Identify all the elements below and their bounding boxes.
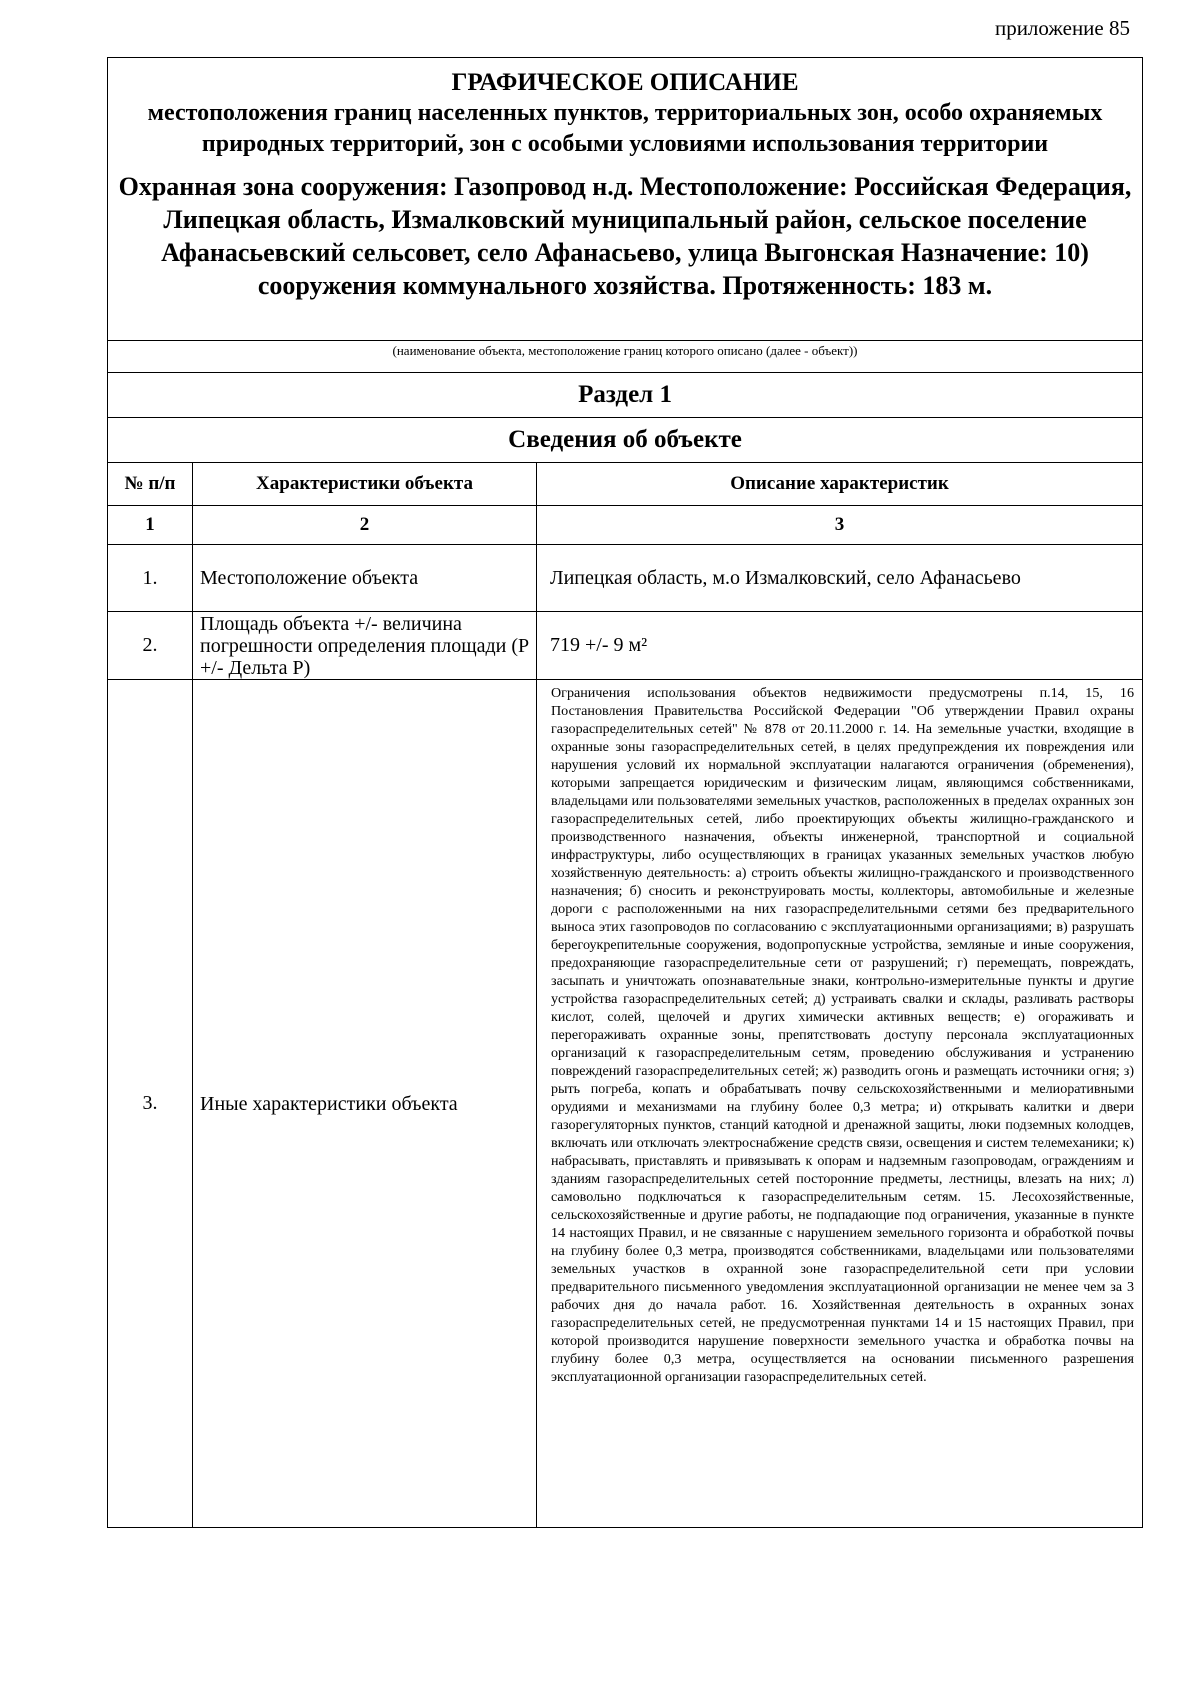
description-table [107,57,1143,1528]
section-title: Раздел 1 [108,373,1143,418]
document-header [108,58,1143,341]
column-number-1: 1 [108,506,193,545]
column-header-number: № п/п [108,463,193,506]
row-characteristic: Площадь объекта +/- величина погрешности определения площади (P +/- Дельта P) [193,612,537,680]
table-row [108,545,1143,612]
column-number-row [108,506,1143,545]
row-characteristic: Местоположение объекта [193,545,537,612]
section-row [108,373,1143,418]
row-description: Липецкая область, м.о Измалковский, село Афанасьево [537,545,1143,612]
column-header-characteristic: Характеристики объекта [193,463,537,506]
column-header-row [108,463,1143,506]
document-title: ГРАФИЧЕСКОЕ ОПИСАНИЕ [451,69,799,96]
document-subtitle: местоположения границ населенных пунктов, территориальных зон, особо охраняемых природных территорий, зон с особыми условиями использования территории [147,100,1103,157]
row-description-long: Ограничения использования объектов недвижимости предусмотрены п.14, 15, 16 Постановления Правительства Российской Федерации "Об утверждении Правил охраны газораспределительных сетей" № 878 от 20.11.2000 г. 14. На земельные участки, входящие в охранные зоны газораспределительных сетей, в целях предупреждения их повреждения или нарушения условий их нормальной эксплуатации налагаются ограничения (обременения), которыми запрещается юридическим и физическим лицам, являющимся собственниками, владельцами или пользователями земельных участков, расположенных в пределах охранных зон газораспределительных сетей, либо проектирующих объекты жилищно-гражданского и производственного назначения, объекты инженерной, транспортной и социальной инфраструктуры, либо осуществляющих в границах указанных земельных участков любую хозяйственную деятельность: а) строить объекты жилищно-гражданского и производственного назначения; б) сносить и реконструировать мосты, коллекторы, автомобильные и железные дороги с расположенными на них газораспределительными сетями без предварительного выноса этих газопроводов по согласованию с эксплуатационными организациями; в) разрушать берегоукрепительные сооружения, водопропускные устройства, земляные и иные сооружения, предохраняющие газораспределительные сети от разрушений; г) перемещать, повреждать, засыпать и уничтожать опознавательные знаки, контрольно-измерительные пункты и другие устройства газораспределительных сетей; д) устраивать свалки и склады, разливать растворы кислот, солей, щелочей и других химически активных веществ; е) огораживать и перегораживать охранные зоны, препятствовать доступу персонала эксплуатационных организаций к газораспределительным сетям, проведению обслуживания и устранению повреждений газораспределительных сетей; ж) разводить огонь и размещать источники огня; з) рыть погреба, копать и обрабатывать почву сельскохозяйственными и мелиоративными орудиями и механизмами на глубину более 0,3 метра; и) открывать калитки и двери газорегуляторных пунктов, станций катодной и дренажной защиты, люки подземных колодцев, включать или отключать электроснабжение средств связи, освещения и систем телемеханики; к) набрасывать, приставлять и привязывать к опорам и надземным газопроводам, ограждениям и зданиям газораспределительных сетей посторонние предметы, лестницы, влезать на них; л) самовольно подключаться к газораспределительным сетям. 15. Лесохозяйственные, сельскохозяйственные и другие работы, не подпадающие под ограничения, указанные в пункте 14 настоящих Правил, и не связанные с нарушением земельного горизонта и обработкой почвы на глубину более 0,3 метра, производятся собственниками, владельцами или пользователями земельных участков в охранной зоне газораспределительной сети при условии предварительного письменного уведомления эксплуатационной организации не менее чем за 3 рабочих дня до начала работ. 16. Хозяйственная деятельность в охранных зонах газораспределительных сетей, не предусмотренная пунктами 14 и 15 настоящих Правил, при которой производится нарушение поверхности земельного участка и обработка почвы на глубину более 0,3 метра, осуществляется на основании письменного разрешения эксплуатационной организации газораспределительных сетей. [537,680,1143,1528]
row-number: 1. [108,545,193,612]
section-subtitle: Сведения об объекте [108,418,1143,463]
table-row [108,680,1143,1528]
column-number-2: 2 [193,506,537,545]
row-number: 3. [108,680,193,1528]
column-number-3: 3 [537,506,1143,545]
column-header-description: Описание характеристик [537,463,1143,506]
row-description: 719 +/- 9 м² [537,612,1143,680]
row-characteristic: Иные характеристики объекта [193,680,537,1528]
caption-row [108,341,1143,373]
object-caption: (наименование объекта, местоположение границ которого описано (далее - объект)) [108,341,1143,373]
header-row [108,58,1143,341]
appendix-label: приложение 85 [994,16,1130,40]
row-number: 2. [108,612,193,680]
table-row [108,612,1143,680]
object-description: Охранная зона сооружения: Газопровод н.д. Местоположение: Российская Федерация, Липецкая область, Измалковский муниципальный район, сельское поселение Афанасьевский сельсовет, село Афанасьево, улица Выгонская Назначение: 10) сооружения коммунального хозяйства. Протяженность: 183 м. [118,172,1132,300]
section-subtitle-row [108,418,1143,463]
